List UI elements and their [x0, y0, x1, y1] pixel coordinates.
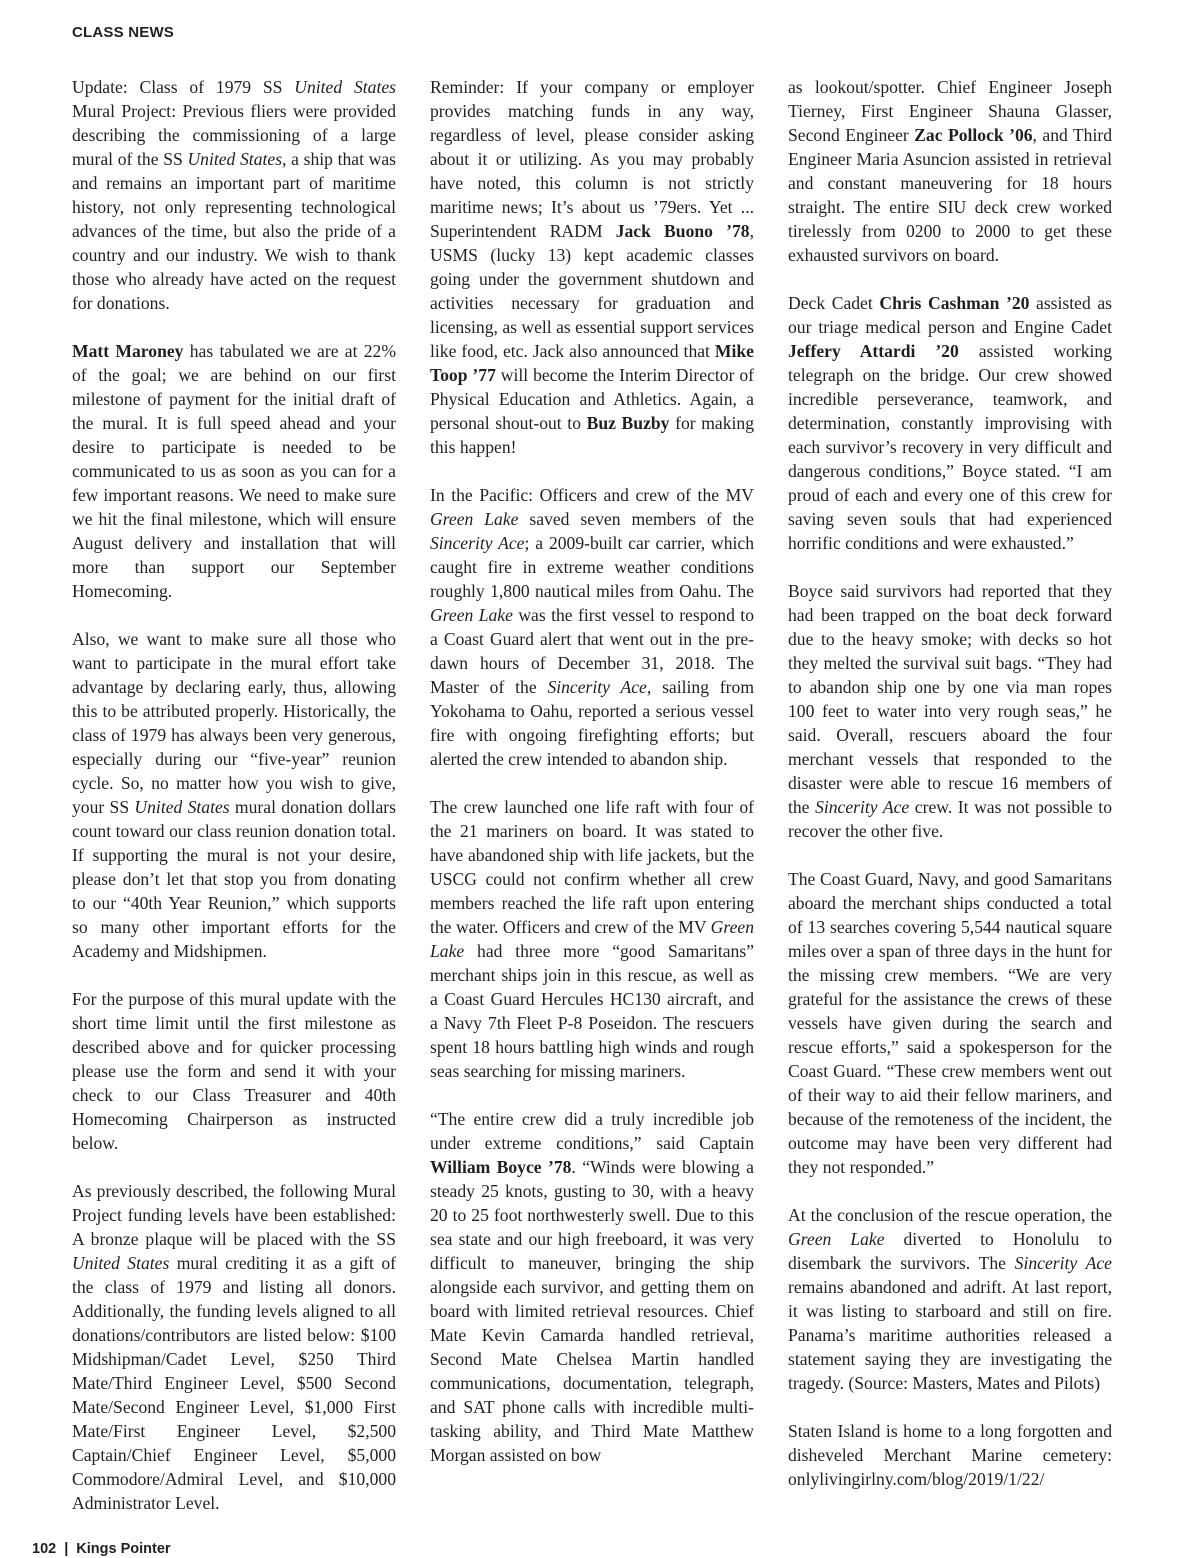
- text-run: ; a 2009-built car carrier, which caught fire in extreme weather conditions roughly 1,800 nautical miles from Oahu. The: [430, 533, 754, 601]
- footer-separator: |: [64, 1541, 69, 1557]
- italic-title: Sincerity Ace: [547, 677, 647, 697]
- text-run: The crew launched one life raft with four of the 21 mariners on board. It was stated to have abandoned ship with life jackets, but the USCG could not confirm whether all crew members reached the life raft upon entering the water. Officers and crew of the MV: [430, 797, 754, 937]
- italic-title: Green Lake: [788, 1229, 885, 1249]
- paragraph: [788, 1203, 1112, 1395]
- paragraph: [72, 627, 396, 963]
- text-run: Reminder: If your company or employer provides matching funds in any way, regardless of level, please consider asking about it or utilizing. As you may probably have noted, this column is not strictly maritime news; It’s about us ’79ers. Yet ... Superintendent RADM: [430, 77, 754, 241]
- text-run: mural donation dollars count toward our class reunion donation total. If supporting the mural is not your desire, please don’t let that stop you from donating to our “40th Year Reunion,” which supports so many other important efforts for the Academy and Midshipmen.: [72, 797, 397, 961]
- paragraph: [430, 795, 754, 1083]
- italic-title: Green Lake: [430, 605, 513, 625]
- bold-name: Zac Pollock ’06: [914, 125, 1033, 145]
- italic-title: United States: [294, 77, 396, 97]
- text-run: crew. It was not possible to recover the other five.: [788, 797, 1112, 841]
- text-run: , sailing from Yokohama to Oahu, reported a serious vessel fire with ongoing firefighting efforts; but alerted the crew intended to abandon ship.: [430, 677, 755, 769]
- text-run: At the conclusion of the rescue operation, the: [788, 1205, 1112, 1225]
- article-column-3: [788, 75, 1112, 1515]
- text-run: was the first vessel to respond to a Coast Guard alert that went out in the pre-dawn hours of December 31, 2018. The Master of the: [430, 605, 754, 697]
- section-header: CLASS NEWS: [72, 24, 175, 41]
- text-run: remains abandoned and adrift. At last report, it was listing to starboard and still on fire. Panama’s maritime authorities released a statement saying they are investigating the tragedy. (Source: Masters, Mates and Pilots): [788, 1277, 1112, 1393]
- text-run: . “Winds were blowing a steady 25 knots, gusting to 30, with a heavy 20 to 25 foot northwesterly swell. Due to this sea state and our high freeboard, it was very difficult to maneuver, bringing the ship alongside each survivor, and getting them on board with limited retrieval resources. Chief Mate Kevin Camarda handled retrieval, Second Mate Chelsea Martin handled communications, documentation, telegraph, and SAT phone calls with incredible multi-tasking ability, and Third Mate Matthew Morgan assisted on bow: [430, 1157, 754, 1465]
- text-run: assisted as our triage medical person and Engine Cadet: [788, 293, 1113, 337]
- text-run: as lookout/spotter. Chief Engineer Joseph Tierney, First Engineer Shauna Glasser, Second Engineer: [788, 77, 1112, 145]
- bold-name: Chris Cashman ’20: [879, 293, 1030, 313]
- bold-name: Buz Buzby: [586, 413, 670, 433]
- italic-title: Green Lake: [430, 509, 519, 529]
- text-run: had three more “good Samaritans” merchant ships join in this rescue, as well as a Coast Guard Hercules HC130 aircraft, and a Navy 7th Fleet P-8 Poseidon. The rescuers spent 18 hours battling high winds and rough seas searching for missing mariners.: [430, 941, 754, 1081]
- text-run: Boyce said survivors had reported that they had been trapped on the boat deck forward due to the heavy smoke; with decks so hot they melted the survival suit bags. “They had to abandon ship one by one via man ropes 100 feet to water into very rough seas,” he said. Overall, rescuers aboard the four merchant vessels that responded to the disaster were able to rescue 16 members of the: [788, 581, 1112, 817]
- text-run: , a ship that was and remains an important part of maritime history, not only representing technological advances of the time, but also the pride of a country and our industry. We wish to thank those who already have acted on the request for donations.: [72, 149, 397, 313]
- text-run: Mural Project: Previous fliers were provided describing the commissioning of a large mural of the SS: [72, 101, 396, 169]
- italic-title: Sincerity Ace: [1014, 1253, 1112, 1273]
- italic-title: Sincerity Ace: [430, 533, 525, 553]
- text-run: will become the Interim Director of Physical Education and Athletics. Again, a personal shout-out to: [430, 365, 754, 433]
- bold-name: Mike Toop ’77: [430, 341, 754, 385]
- paragraph: [72, 1179, 396, 1515]
- italic-title: United States: [187, 149, 283, 169]
- article-column-2: [430, 75, 754, 1491]
- article-column-1: [72, 75, 396, 1539]
- bold-name: Jeffery Attardi ’20: [788, 341, 959, 361]
- italic-title: Green Lake: [430, 917, 754, 961]
- paragraph: [72, 339, 396, 603]
- paragraph: [430, 1107, 754, 1467]
- bold-name: Jack Buono ’78: [615, 221, 750, 241]
- paragraph: [430, 75, 754, 459]
- text-run: Staten Island is home to a long forgotten and disheveled Merchant Marine cemetery: onlylivingirlny.com/blog/2019/1/22/: [788, 1421, 1112, 1489]
- text-run: “The entire crew did a truly incredible job under extreme conditions,” said Captain: [430, 1109, 754, 1153]
- text-run: , USMS (lucky 13) kept academic classes going under the government shutdown and activities necessary for graduation and licensing, as well as essential support services like food, etc. Jack also announced that: [430, 221, 754, 361]
- page-number: 102: [32, 1541, 57, 1557]
- text-run: For the purpose of this mural update with the short time limit until the first milestone as described above and for quicker processing please use the form and send it with your check to our Class Treasurer and 40th Homecoming Chairperson as instructed below.: [72, 989, 396, 1153]
- italic-title: Sincerity Ace: [815, 797, 910, 817]
- italic-title: United States: [72, 1253, 170, 1273]
- bold-name: Matt Maroney: [72, 341, 184, 361]
- text-run: Update: Class of 1979 SS: [72, 77, 295, 97]
- paragraph: [788, 291, 1112, 555]
- text-run: The Coast Guard, Navy, and good Samaritans aboard the merchant ships conducted a total of 13 searches covering 5,544 nautical square miles over a span of three days in the hunt for the missing crew members. “We are very grateful for the assistance the crews of these vessels have given during the search and rescue efforts,” said a spokesperson for the Coast Guard. “These crew members went out of their way to aid their fellow mariners, and because of the remoteness of the incident, the outcome may have been very different had they not responded.”: [788, 869, 1112, 1177]
- paragraph: [788, 579, 1112, 843]
- bold-name: William Boyce ’78: [430, 1157, 572, 1177]
- magazine-name: Kings Pointer: [76, 1541, 171, 1557]
- text-run: for making this happen!: [430, 413, 754, 457]
- page-footer: [32, 1541, 171, 1557]
- text-run: As previously described, the following Mural Project funding levels have been established: A bronze plaque will be placed with the SS: [72, 1181, 396, 1249]
- paragraph: [72, 987, 396, 1155]
- paragraph: [788, 75, 1112, 267]
- text-run: , and Third Engineer Maria Asuncion assisted in retrieval and constant maneuvering for 18 hours straight. The entire SIU deck crew worked tirelessly from 0200 to 2000 to get these exhausted survivors on board.: [788, 125, 1112, 265]
- text-run: diverted to Honolulu to disembark the survivors. The: [788, 1229, 1112, 1273]
- paragraph: [430, 483, 754, 771]
- text-run: Deck Cadet: [788, 293, 880, 313]
- text-run: saved seven members of the: [518, 509, 754, 529]
- italic-title: United States: [134, 797, 230, 817]
- text-run: mural crediting it as a gift of the class of 1979 and listing all donors. Additionally, the funding levels aligned to all donations/contributors are listed below: $100 Midshipman/Cadet Level, $250 Third Mate/Third Engineer Level, $500 Second Mate/Second Engineer Level, $1,000 First Mate/First Engineer Level, $2,500 Captain/Chief Engineer Level, $5,000 Commodore/Admiral Level, and $10,000 Administrator Level.: [72, 1253, 396, 1513]
- paragraph: [788, 867, 1112, 1179]
- text-run: assisted working telegraph on the bridge. Our crew showed incredible perseverance, teamwork, and determination, constantly improvising with each survivor’s recovery in very difficult and dangerous conditions,” Boyce stated. “I am proud of each and every one of this crew for saving seven souls that had experienced horrific conditions and were exhausted.”: [788, 341, 1112, 553]
- text-run: In the Pacific: Officers and crew of the MV: [430, 485, 754, 505]
- paragraph: [788, 1419, 1112, 1491]
- text-run: has tabulated we are at 22% of the goal; we are behind on our first milestone of payment for the initial draft of the mural. It is full speed ahead and your desire to participate is needed to be communicated to us as soon as you can for a few important reasons. We need to make sure we hit the final milestone, which will ensure August delivery and installation that will more than support our September Homecoming.: [72, 341, 396, 601]
- text-run: Also, we want to make sure all those who want to participate in the mural effort take advantage by declaring early, thus, allowing this to be attributed properly. Historically, the class of 1979 has always been very generous, especially during our “five-year” reunion cycle. So, no matter how you wish to give, your SS: [72, 629, 396, 817]
- paragraph: [72, 75, 396, 315]
